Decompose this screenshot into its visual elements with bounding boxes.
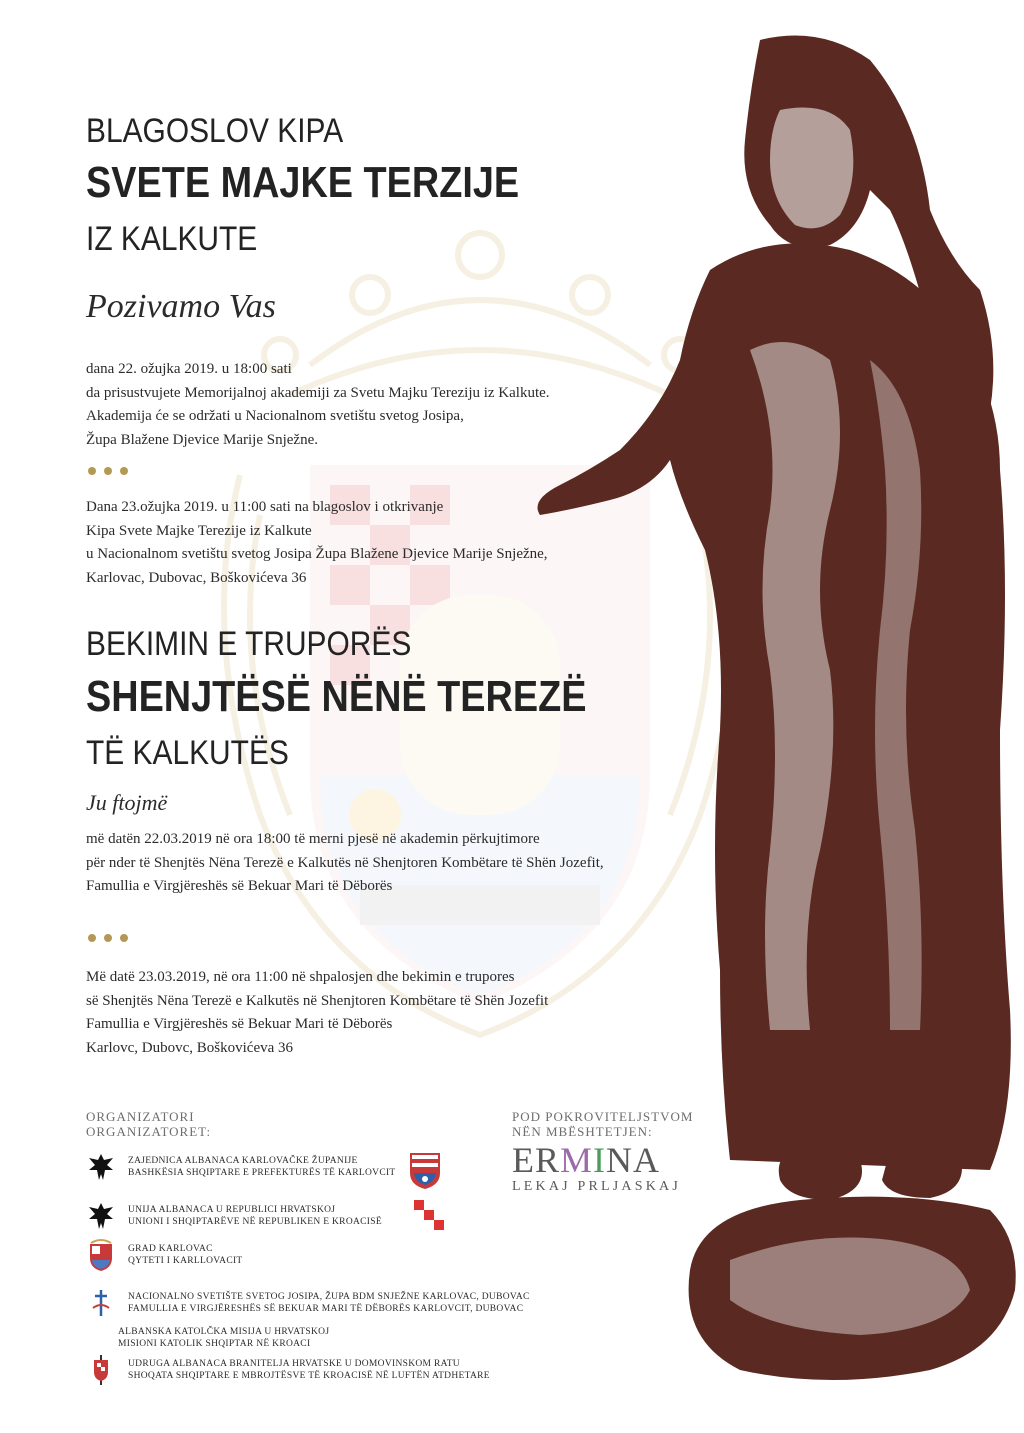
sq-invite: Ju ftojmë <box>86 790 168 815</box>
ermina-subtitle: LEKAJ PRLJASKAJ <box>512 1179 681 1194</box>
text-line: da prisustvujete Memorijalnoj akademiji za Svetu Majku Tereziju iz Kalkute. <box>86 384 550 401</box>
text-line: Karlovc, Dubovc, Boškovićeva 36 <box>86 1039 294 1056</box>
organizer-item: UDRUGA ALBANACA BRANITELJA HRVATSKE U DOMOVINSKOM RATU SHOQATA SHQIPTARE E MBROJTËSVE TË KROACISË NË LUFTËN ATDHETARE <box>86 1353 490 1387</box>
text-line: u Nacionalnom svetištu svetog Josipa Župa Blažene Djevice Marije Snježne, <box>86 546 548 562</box>
organizer-item: NACIONALNO SVETIŠTE SVETOG JOSIPA, ŽUPA BDM SNJEŽNE KARLOVAC, DUBOVAC FAMULLIA E VIRGJËRESHËS SË BEKUAR MARI TË DËBORËS KARLOVCIT, DUBOVAC <box>86 1286 530 1320</box>
patronage-heading: POD POKROVITELJSTVOM NËN MBËSHTETJEN: <box>512 1109 694 1139</box>
sq-event1 <box>86 828 604 899</box>
text-line: Famullia e Virgjëreshës së Bekuar Mari të Dëborës <box>86 1016 393 1032</box>
shrine-logo-icon <box>86 1286 116 1320</box>
text-line: më datën 22.03.2019 në ora 18:00 të merni pjesë në akademin përkujtimore <box>86 831 540 847</box>
albanian-eagle-icon <box>86 1150 116 1184</box>
hr-title-line2: SVETE MAJKE TERZIJE <box>86 158 520 207</box>
hr-invite: Pozivamo Vas <box>86 288 276 325</box>
text-line: Karlovac, Dubovac, Boškovićeva 36 <box>86 569 307 586</box>
sq-event2 <box>86 966 548 1060</box>
sq-title-line2: SHENJTËSË NËNË TEREZË <box>86 672 587 721</box>
mother-teresa-statue-image <box>530 30 1020 1415</box>
text-line: Më datë 23.03.2019, në ora 11:00 në shpalosjen dhe bekimin e trupores <box>86 969 515 985</box>
text-line: Dana 23.ožujka 2019. u 11:00 sati na blagoslov i otkrivanje <box>86 499 444 515</box>
hr-event2 <box>86 496 548 590</box>
organizers-heading: ORGANIZATORI ORGANIZATORET: <box>86 1109 212 1139</box>
karlovac-county-crest-icon <box>408 1149 442 1191</box>
separator-dots <box>88 467 128 475</box>
sq-title-line1: BEKIMIN E TRUPORËS <box>86 625 412 663</box>
sq-title-line3: TË KALKUTËS <box>86 734 289 772</box>
ermina-logo: ERMINA LEKAJ PRLJASKAJ <box>512 1140 681 1194</box>
albanian-eagle-icon <box>86 1199 116 1233</box>
text-line: dana 22. ožujka 2019. u 18:00 sati <box>86 361 292 377</box>
text-line: së Shenjtës Nëna Terezë e Kalkutës në Shenjtoren Kombëtare të Shën Jozefit <box>86 992 549 1009</box>
organizer-item: GRAD KARLOVAC QYTETI I KARLLOVACIT <box>86 1238 243 1272</box>
organizer-item: ZAJEDNICA ALBANACA KARLOVAČKE ŽUPANIJE BASHKËSIA SHQIPTARE E PREFEKTURËS TË KARLOVCIT <box>86 1150 396 1184</box>
text-line: Župa Blažene Djevice Marije Snježne. <box>86 431 318 448</box>
text-line: Akademija će se održati u Nacionalnom svetištu svetog Josipa, <box>86 408 464 424</box>
hr-event1 <box>86 358 550 452</box>
veterans-emblem-icon <box>86 1353 116 1387</box>
organizer-item: ALBANSKA KATOLČKA MISIJA U HRVATSKOJ MISIONI KATOLIK SHQIPTAR NË KROACI <box>118 1327 330 1349</box>
croatian-checker-icon <box>414 1200 446 1232</box>
text-line: Famullia e Virgjëreshës së Bekuar Mari të Dëborës <box>86 878 393 894</box>
text-line: Kipa Svete Majke Terezije iz Kalkute <box>86 522 312 539</box>
hr-title-line3: IZ KALKUTE <box>86 220 258 258</box>
text-line: për nder të Shenjtës Nëna Terezë e Kalkutës në Shenjtoren Kombëtare të Shën Jozefit, <box>86 854 604 871</box>
organizer-item: UNIJA ALBANACA U REPUBLICI HRVATSKOJ UNIONI I SHQIPTARËVE NË REPUBLIKEN E KROACISË <box>86 1199 382 1233</box>
separator-dots <box>88 934 128 942</box>
hr-title-line1: BLAGOSLOV KIPA <box>86 112 344 150</box>
karlovac-crest-icon <box>86 1238 116 1272</box>
